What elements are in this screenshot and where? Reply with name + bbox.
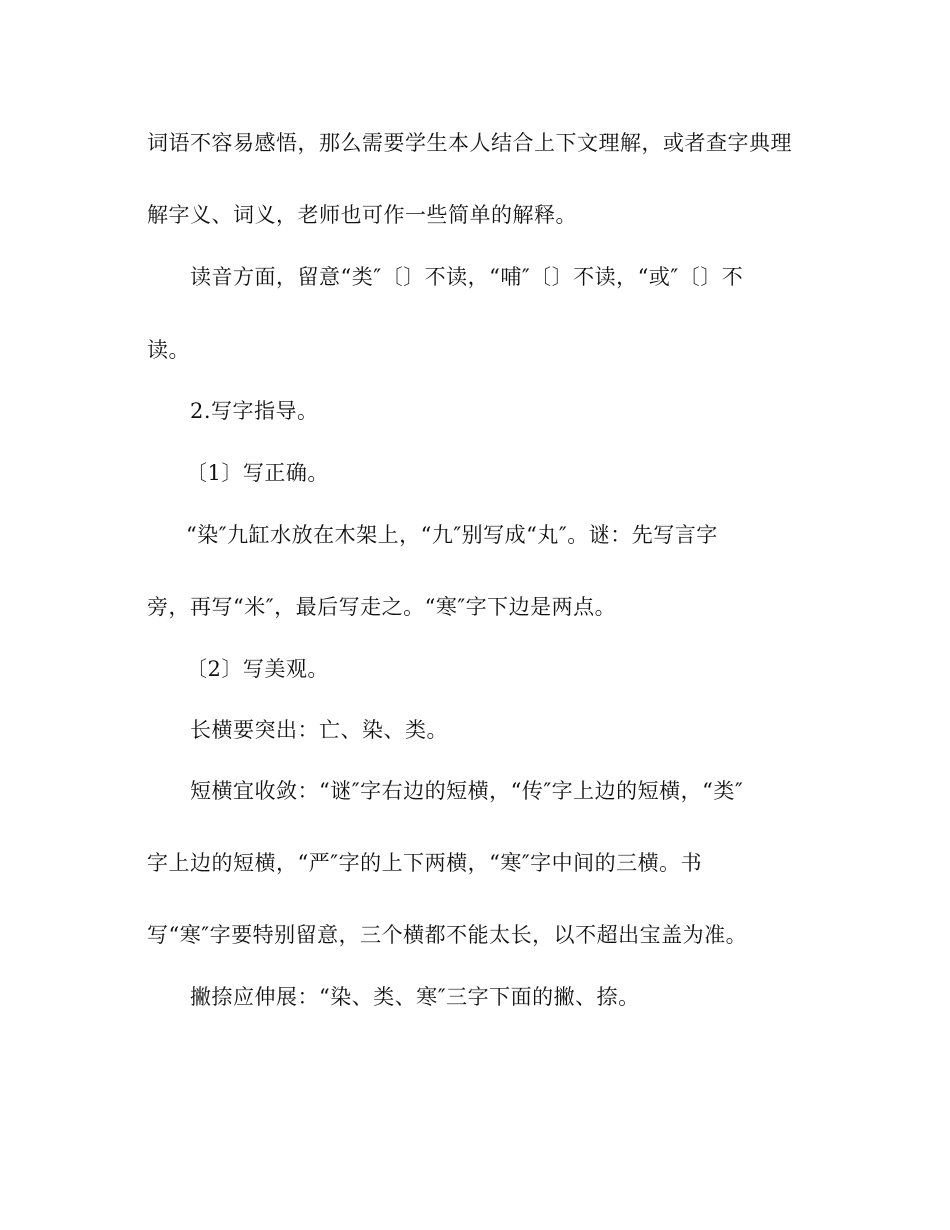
paragraph-line: 字上边的短横，“严″字的上下两横，“寒″字中间的三横。书 — [147, 851, 703, 875]
section-heading: 2.写字指导。 — [190, 399, 319, 423]
paragraph-line: 短横宜收敛：“谜″字右边的短横，“传″字上边的短横，“类″ — [190, 779, 744, 803]
paragraph-line: “染″九缸水放在木架上，“九″别写成“丸″。谜：先写言字 — [186, 523, 718, 547]
paragraph-line: 写“寒″字要特别留意，三个横都不能太长，以不超出宝盖为准。 — [147, 923, 748, 947]
paragraph-line: 读。 — [147, 338, 190, 362]
subsection-heading: 〔1〕写正确。 — [186, 461, 329, 485]
paragraph-line: 解字义、词义，老师也可作一些简单的解释。 — [147, 203, 577, 227]
paragraph-line: 读音方面，留意“类″〔〕不读，“哺″〔〕不读，“或″〔〕不 — [190, 265, 744, 289]
paragraph-line: 旁，再写“米″，最后写走之。“寒″字下边是两点。 — [147, 595, 617, 619]
paragraph-line: 词语不容易感悟，那么需要学生本人结合上下文理解，或者查字典理 — [147, 131, 792, 155]
paragraph-line: 撇捺应伸展：“染、类、寒″三字下面的撇、捺。 — [190, 985, 640, 1009]
subsection-heading: 〔2〕写美观。 — [186, 657, 329, 681]
paragraph-line: 长横要突出：亡、染、类。 — [190, 718, 448, 742]
